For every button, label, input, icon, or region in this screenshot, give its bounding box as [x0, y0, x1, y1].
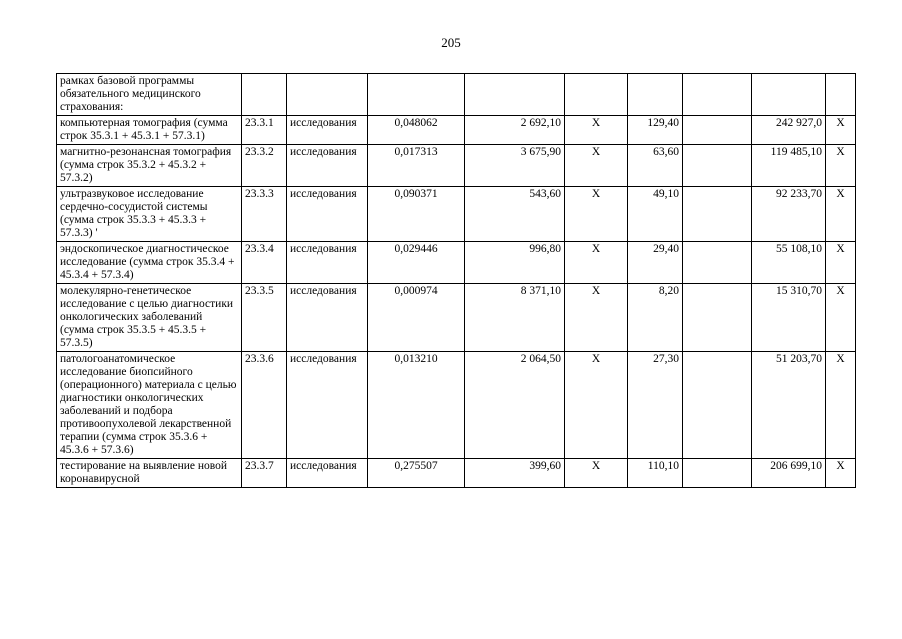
- row-col-x1: [565, 74, 628, 116]
- page-number: 205: [441, 35, 461, 50]
- row-norm: 0,013210: [368, 352, 465, 459]
- row-name: эндоскопическое диагностическое исследование (сумма строк 35.3.4 + 45.3.4 + 57.3.4): [57, 242, 242, 284]
- row-cost: 2 064,50: [465, 352, 565, 459]
- row-name: компьютерная томография (сумма строк 35.3.1 + 45.3.1 + 57.3.1): [57, 116, 242, 145]
- row-total: 206 699,10: [752, 459, 826, 488]
- row-unit: исследования: [287, 116, 368, 145]
- row-col-x1: Х: [565, 116, 628, 145]
- row-col-x1: Х: [565, 284, 628, 352]
- row-col-x1: Х: [565, 352, 628, 459]
- row-code: 23.3.2: [242, 145, 287, 187]
- row-unit: исследования: [287, 145, 368, 187]
- row-col-x1: Х: [565, 187, 628, 242]
- row-unit: [287, 74, 368, 116]
- row-name: рамках базовой программы обязательного медицинского страхования:: [57, 74, 242, 116]
- row-total: [752, 74, 826, 116]
- table-row: [57, 187, 856, 242]
- table-row: [57, 74, 856, 116]
- row-code: 23.3.7: [242, 459, 287, 488]
- row-col-x1: Х: [565, 145, 628, 187]
- row-col-x2: [826, 74, 856, 116]
- row-norm: 0,048062: [368, 116, 465, 145]
- table-row: [57, 352, 856, 459]
- row-col-x2: Х: [826, 145, 856, 187]
- row-name: ультразвуковое исследование сердечно-сосудистой системы (сумма строк 35.3.3 + 45.3.3 + 57.3.3) ': [57, 187, 242, 242]
- row-code: 23.3.5: [242, 284, 287, 352]
- row-code: 23.3.4: [242, 242, 287, 284]
- row-per-capita: 49,10: [628, 187, 683, 242]
- row-cost: 2 692,10: [465, 116, 565, 145]
- table-row: [57, 242, 856, 284]
- row-total: 51 203,70: [752, 352, 826, 459]
- row-per-capita: 8,20: [628, 284, 683, 352]
- row-total: 119 485,10: [752, 145, 826, 187]
- row-unit: исследования: [287, 284, 368, 352]
- row-per-capita: 110,10: [628, 459, 683, 488]
- row-cost: 3 675,90: [465, 145, 565, 187]
- row-per-capita: 129,40: [628, 116, 683, 145]
- row-cost: [465, 74, 565, 116]
- row-code: 23.3.3: [242, 187, 287, 242]
- table-row: [57, 284, 856, 352]
- row-cost: 8 371,10: [465, 284, 565, 352]
- row-code: 23.3.1: [242, 116, 287, 145]
- row-cost: 996,80: [465, 242, 565, 284]
- row-code: [242, 74, 287, 116]
- row-col-empty: [683, 459, 752, 488]
- row-col-x2: Х: [826, 459, 856, 488]
- row-norm: 0,029446: [368, 242, 465, 284]
- row-col-x2: Х: [826, 187, 856, 242]
- row-cost: 399,60: [465, 459, 565, 488]
- table-row: [57, 459, 856, 488]
- row-per-capita: [628, 74, 683, 116]
- row-norm: 0,090371: [368, 187, 465, 242]
- row-col-x2: Х: [826, 352, 856, 459]
- table-row: [57, 116, 856, 145]
- row-unit: исследования: [287, 187, 368, 242]
- row-per-capita: 63,60: [628, 145, 683, 187]
- row-per-capita: 29,40: [628, 242, 683, 284]
- row-norm: 0,000974: [368, 284, 465, 352]
- row-col-empty: [683, 242, 752, 284]
- table-row: [57, 145, 856, 187]
- row-col-x2: Х: [826, 242, 856, 284]
- row-unit: исследования: [287, 459, 368, 488]
- row-per-capita: 27,30: [628, 352, 683, 459]
- row-col-x2: Х: [826, 116, 856, 145]
- row-unit: исследования: [287, 242, 368, 284]
- row-code: 23.3.6: [242, 352, 287, 459]
- row-norm: 0,017313: [368, 145, 465, 187]
- row-col-x1: Х: [565, 459, 628, 488]
- row-col-x2: Х: [826, 284, 856, 352]
- normatives-table: [56, 73, 856, 488]
- row-norm: [368, 74, 465, 116]
- row-name: патологоанатомическое исследование биопсийного (операционного) материала с целью диагностики онкологических заболеваний и подбора противоопухолевой лекарственной терапии (сумма строк 35.3.6 + 45.3.6 + 57.3.6): [57, 352, 242, 459]
- row-name: магнитно-резонансная томография (сумма строк 35.3.2 + 45.3.2 + 57.3.2): [57, 145, 242, 187]
- row-total: 55 108,10: [752, 242, 826, 284]
- row-col-x1: Х: [565, 242, 628, 284]
- row-total: 15 310,70: [752, 284, 826, 352]
- row-total: 242 927,0: [752, 116, 826, 145]
- row-total: 92 233,70: [752, 187, 826, 242]
- row-name: тестирование на выявление новой коронавирусной: [57, 459, 242, 488]
- row-norm: 0,275507: [368, 459, 465, 488]
- row-col-empty: [683, 74, 752, 116]
- row-unit: исследования: [287, 352, 368, 459]
- row-col-empty: [683, 116, 752, 145]
- row-col-empty: [683, 352, 752, 459]
- row-col-empty: [683, 284, 752, 352]
- row-col-empty: [683, 145, 752, 187]
- row-cost: 543,60: [465, 187, 565, 242]
- row-col-empty: [683, 187, 752, 242]
- row-name: молекулярно-генетическое исследование с целью диагностики онкологических заболеваний (сумма строк 35.3.5 + 45.3.5 + 57.3.5): [57, 284, 242, 352]
